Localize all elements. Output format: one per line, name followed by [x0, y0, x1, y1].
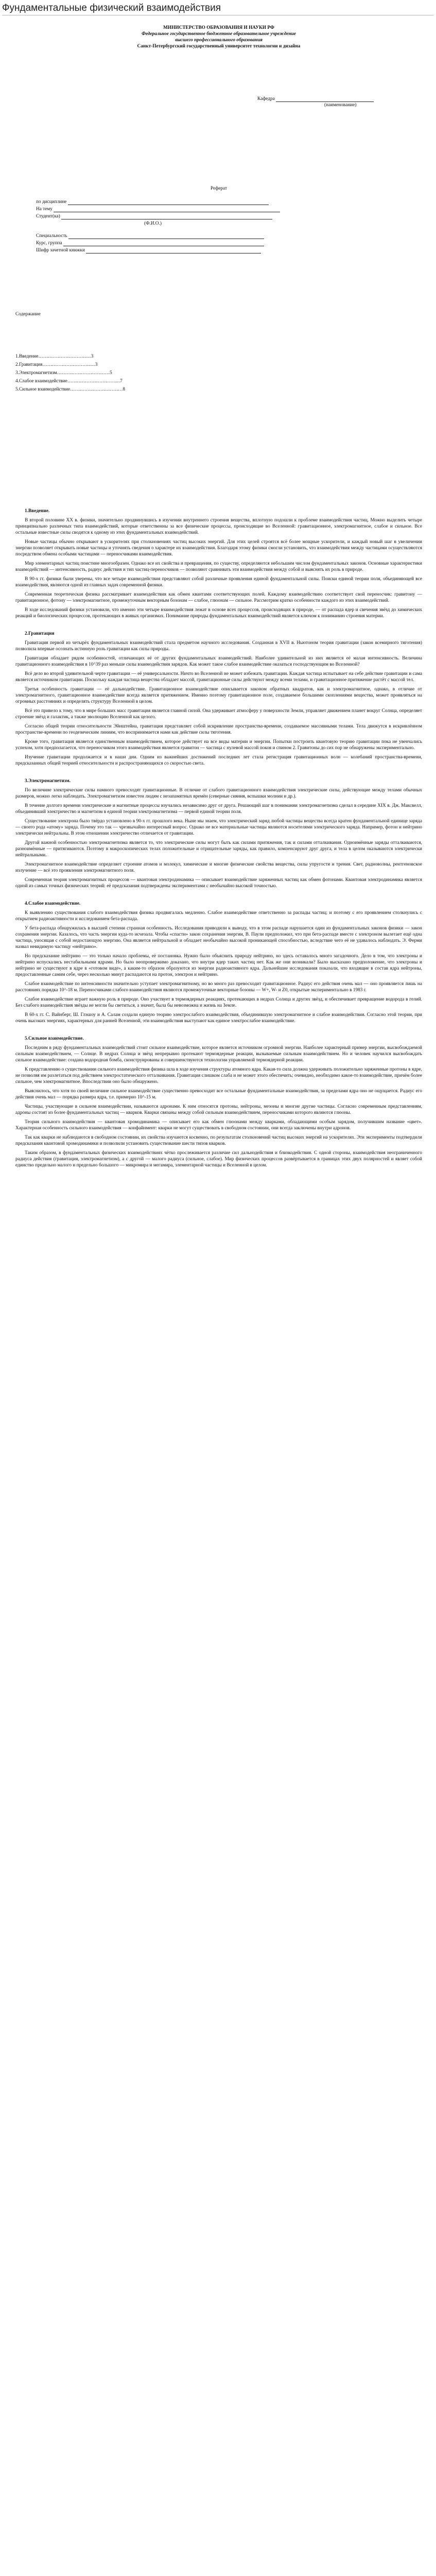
section-paragraph: Всё это привело к тому, что в мире больших масс гравитация является главной силой. Она удерживает атмосферу у поверхности Земли, управляет движением планет вокруг Солнца, определяет строение звёзд и галактик, а также эволюцию Вселенной как целого.	[15, 708, 422, 720]
student-name-caption: (Ф.И.О.)	[144, 221, 162, 226]
section-paragraph: Слабое взаимодействие по интенсивности значительно уступает электромагнитному, но во много раз превосходит гравитационное. Радиус его действия очень мал — оно проявляется лишь на расстояниях порядка 10^-18 м. Переносчиками слабого взаимодействия являются промежуточные векторные бозоны — W+, W- и Z0, открытые экспериментально в 1983 г.	[15, 981, 422, 993]
toc-item[interactable]	[15, 386, 422, 395]
toc-item-page: 7	[120, 379, 123, 384]
institution-line-1: Федеральное государственное бюджетное образовательное учреждение	[142, 31, 296, 37]
essay-section	[15, 778, 422, 889]
section-paragraph: В ходе исследований физики установили, что именно эти четыре взаимодействия лежат в основе всех процессов, происходящих в природе, — от распада ядер и свечения звёзд до химических реакций и биологических процессов, протекающих в живых организмах. Понимание природы фундаментальных взаимодействий является ключом к пониманию строения материи.	[15, 607, 422, 619]
section-paragraph: Последним в ряду фундаментальных взаимодействий стоит сильное взаимодействие, которое является источником огромной энергии. Наиболее характерный пример энергии, высвобождаемой сильным взаимодействием, — Солнце. В недрах Солнца и звёзд непрерывно протекают термоядерные реакции, вызываемые сильным взаимодействием. Но и человек научился высвобождать сильное взаимодействие: создана водородная бомба, сконструированы и совершенствуются технологии управляемой термоядерной реакции.	[15, 1045, 422, 1063]
ministry-line: МИНИСТЕРСТВО ОБРАЗОВАНИЯ И НАУКИ РФ	[163, 25, 274, 30]
toc-item-label: 2.Гравитация	[15, 362, 43, 367]
section-paragraph: К выявлению существования слабого взаимодействия физика продвигалась медленно. Слабое взаимодействие ответственно за распады частиц; и поэтому с его проявлением столкнулись с открытием радиоактивности и исследованием бета-распада.	[15, 910, 422, 922]
section-paragraph: Мир элементарных частиц поистине многообразен. Однако все их свойства и превращения, по существу, определяются небольшим числом фундаментальных законов. Основные характеристики взаимодействий — интенсивность, радиус действия и тип частиц-переносчиков — позволяют сравнивать эти взаимодействия между собой и выяснять их роль в природе.	[15, 561, 422, 572]
toc-item-label: 1.Введение	[15, 354, 39, 359]
section-heading: 5.Сильное взаимодействие.	[25, 1036, 84, 1041]
section-paragraph: Слабое взаимодействие играет важную роль в природе. Оно участвует в термоядерных реакциях, протекающих в недрах Солнца и других звёзд, и обеспечивает превращение водорода в гелий. Без слабого взаимодействия звёзды не могли бы светиться, а значит, была бы невозможна и жизнь на Земле.	[15, 997, 422, 1008]
section-heading: 4.Слабое взаимодействие.	[25, 901, 81, 906]
section-paragraph: Изучение гравитации продолжается и в наши дни. Одним из важнейших достижений последних лет стала регистрация гравитационных волн — колебаний пространства-времени, предсказанных общей теорией относительности и распространяющихся со скоростью света.	[15, 755, 422, 766]
department-caption: (наименование)	[324, 103, 357, 108]
section-paragraph: Но предсказание нейтрино — это только начало проблемы, её постановка. Нужно было объяснить природу нейтрино, но здесь оставалось много загадочного. Дело в том, что электроны и нейтрино испускались нестабильными ядрами. Но было неопровержимо доказано, что внутри ядер таких частиц нет. Как же они возникали? Было высказано предположение, что электроны и нейтрино не существуют в ядре в «готовом виде», а каким-то образом образуются из энергии радиоактивного ядра. Дальнейшие исследования показали, что входящие в состав ядра нейтроны, предоставленные самим себе, через несколько минут распадаются на протон, электрон и нейтрино.	[15, 954, 422, 977]
topic-blank	[54, 207, 280, 212]
course-blank	[63, 241, 264, 246]
section-heading: 3.Электромагнетизм.	[25, 778, 71, 784]
discipline-blank	[68, 199, 269, 205]
section-paragraph: Новые частицы обычно открывают в ускорителях при столкновениях частиц высоких энергий. Для этих целей строятся всё более мощные ускорители, и каждый новый шаг в увеличении энергии позволяет открывать новые частицы и уточнять сведения о характере их взаимодействия. Благодаря этому физики смогли установить, что взаимодействия между частицами осуществляются посредством обмена особыми частицами — переносчиками взаимодействия.	[15, 539, 422, 557]
section-heading: 1.Введение.	[25, 509, 50, 514]
toc-item[interactable]	[15, 370, 422, 378]
discipline-label: по дисциплине	[36, 199, 67, 205]
section-paragraph: Третья особенность гравитации — её дальнодействие. Гравитационное взаимодействие описывается законом обратных квадратов, как и электромагнитное, однако, в отличие от электромагнитного, гравитационное взаимодействие всегда является притяжением. Именно поэтому гравитационное поле, создаваемое большими скоплениями вещества, может проявляться на огромных расстояниях и определять структуру Вселенной в целом.	[15, 687, 422, 704]
essay-sections	[15, 508, 422, 1168]
toc-item-page: 3	[91, 354, 94, 359]
toc-item-label: 4.Слабое взаимодействие	[15, 379, 67, 384]
section-heading: 2.Гравитация	[25, 631, 55, 636]
department-blank	[276, 96, 374, 102]
toc-leader: ……………………………	[70, 387, 123, 392]
section-paragraph: Электромагнитное взаимодействие определяет строение атомов и молекул, химические и многие физические свойства вещества, силы упругости и трения. Свет, радиоволны, рентгеновское излучение — всё это проявления электромагнитного поля.	[15, 862, 422, 873]
essay-section	[15, 1036, 422, 1168]
section-paragraph: По величине электрические силы намного превосходят гравитационные. В отличие от слабого гравитационного взаимодействия электрические силы, действующие между телами обычных размеров, можно легко наблюдать. Электромагнетизм известен людям с незапамятных времён (северные сияния, вспышки молнии и др.).	[15, 788, 422, 799]
section-paragraph: Согласно общей теории относительности Эйнштейна, гравитация представляет собой искривление пространства-времени, создаваемое массивными телами. Тела движутся в искривлённом пространстве-времени по геодезическим линиям, что воспринимается нами как действие силы тяготения.	[15, 724, 422, 735]
toc-heading: Содержание	[15, 312, 41, 317]
course-label: Курс, группа	[36, 241, 62, 246]
specialty-label: Специальность	[36, 233, 67, 239]
gradebook-label: Шифр зачетной книжки	[36, 248, 85, 253]
section-paragraph: В второй половине XX в. физики, значительно продвинувшись в изучении внутреннего строения вещества, вплотную подошли к проблеме взаимодействия частиц. Можно выделить четыре принципиально различных типа взаимодействий, которые ответственны за все физические процессы, происходящие во Вселенной: гравитационное, электромагнитное, слабое и сильное. Все остальные известные силы сводятся к одному из этих фундаментальных взаимодействий.	[15, 518, 422, 535]
toc-item-label: 5.Сильное взаимодействие	[15, 387, 71, 392]
essay-label: Реферат	[210, 186, 228, 191]
section-paragraph: Всё дело во второй удивительной черте гравитации — её универсальности. Ничто во Вселенной не может избежать гравитации. Каждая частица испытывает на себе действие гравитации и сама является источником гравитации. Поскольку каждая частица вещества обладает массой, гравитационные силы действуют между всеми телами, и гравитационное притяжение растёт с массой тел.	[15, 671, 422, 683]
section-paragraph: Современная теория электромагнитных процессов — квантовая электродинамика — описывает взаимодействие заряженных частиц как обмен фотонами. Квантовая электродинамика является одной из самых точных физических теорий: её предсказания подтверждены экспериментами с необычайно высокой точностью.	[15, 877, 422, 889]
section-paragraph: К представлению о существовании сильного взаимодействия физика шла в ходе изучения структуры атомного ядра. Какая-то сила должна удерживать положительно заряженные протоны в ядре, не позволяя им разлетаться под действием электростатического отталкивания. Гравитация слишком слаба и не может этого обеспечить; очевидно, необходимо какое-то взаимодействие, причём более сильное, чем электромагнитное. Впоследствии оно было обнаружено.	[15, 1067, 422, 1084]
essay-section	[15, 508, 422, 619]
toc-item-page: 5	[110, 370, 112, 376]
toc-list	[15, 353, 422, 395]
toc-leader: ……………………………	[38, 354, 91, 359]
section-paragraph: Таким образом, в фундаментальных физических взаимодействиях чётко прослеживается различие сил дальнодействия и близкодействия. С одной стороны, взаимодействия неограниченного радиуса действия (гравитация, электромагнетизм), а с другой — малого радиуса (сильное, слабое). Мир физических процессов развёртывается в границах этих двух полярностей и являет собой единство предельно малого и предельно большого — микромира и мегамира, элементарной частицы и Вселенной в целом.	[15, 1150, 422, 1168]
section-paragraph: Теория сильного взаимодействия — квантовая хромодинамика — описывает его как обмен глюонами между кварками, обладающими особым зарядом, получившим название «цвет». Характерная особенность сильного взаимодействия — конфайнмент: кварки не могут существовать в свободном состоянии, они всегда заключены внутри адронов.	[15, 1120, 422, 1131]
title-page	[15, 25, 422, 255]
section-paragraph: Выяснилось, что хотя по своей величине сильное взаимодействие существенно превосходит все остальные фундаментальные взаимодействия, за пределами ядра оно не ощущается. Радиус его действия очень мал — порядка размера ядра, т.е. примерно 10^-15 м.	[15, 1089, 422, 1100]
toc-item[interactable]	[15, 362, 422, 370]
table-of-contents	[15, 311, 422, 395]
document-body	[15, 25, 422, 1180]
section-paragraph: Гравитация обладает рядом особенностей, отличающих её от других фундаментальных взаимодействий. Наиболее удивительной из них является её малая интенсивность. Величина гравитационного взаимодействия в 10^39 раз меньше силы взаимодействия зарядов. Как может такое слабое взаимодействие оказаться господствующим во Вселенной?	[15, 656, 422, 667]
section-paragraph: Гравитация первой из четырёх фундаментальных взаимодействий стала предметом научного исследования. Созданная в XVII в. Ньютоном теория гравитации (закон всемирного тяготения) позволила впервые осознать истинную роль гравитации как силы природы.	[15, 640, 422, 652]
toc-leader: ……………………………	[42, 362, 95, 367]
section-paragraph: У бета-распада обнаружилась в высшей степени странная особенность. Исследования приводили к выводу, что в этом распаде нарушается один из фундаментальных законов физики — закон сохранения энергии. Казалось, что часть энергии куда-то исчезала. Чтобы «спасти» закон сохранения энергии, В. Паули предположил, что при бета-распаде вместе с электроном вылетает ещё одна частица, уносящая с собой недостающую энергию. Она является нейтральной и обладает необычайно высокой проникающей способностью, вследствие чего её не удавалось наблюдать. Э. Ферми назвал невидимую частицу «нейтрино».	[15, 926, 422, 950]
institution-line-2: высшего профессионального образования	[175, 38, 263, 43]
student-label: Студент(ка)	[36, 214, 60, 219]
section-paragraph: Современная теоретическая физика рассматривает взаимодействия как обмен квантами соответствующих полей. Каждому взаимодействию соответствует свой переносчик: гравитону — гравитационное, фотону — электромагнитное, промежуточным векторным бозонам — слабое, глюонам — сильное. Рассмотрим кратко особенности каждого из этих взаимодействий.	[15, 592, 422, 603]
essay-section	[15, 631, 422, 767]
section-paragraph: В 60-х гг. С. Вайнберг, Ш. Глэшоу и А. Салам создали единую теорию электрослабого взаимодействия, объединившую электромагнитное и слабое взаимодействия. Согласно этой теории, при очень высоких энергиях, характерных для ранней Вселенной, эти взаимодействия выступают как единое электрослабое взаимодействие.	[15, 1012, 422, 1024]
section-paragraph: Кроме того, гравитация является единственным взаимодействием, которое действует на все виды материи и энергии. Попытки построить квантовую теорию гравитации пока не увенчались успехом, хотя предполагается, что переносчиком этого взаимодействия является гравитон — частица с нулевой массой покоя и спином 2. Гравитоны до сих пор не обнаружены экспериментально.	[15, 739, 422, 751]
university-line: Санкт-Петербургский государственный университет технологии и дизайна	[137, 44, 301, 49]
section-paragraph: Другой важной особенностью электромагнетизма является то, что электрические силы могут быть как силами притяжения, так и силами отталкивания. Одноимённые заряды отталкиваются, разноимённые — притягиваются. Поэтому в макроскопических телах положительные и отрицательные заряды, как правило, компенсируют друг друга, и тела в целом оказываются электрически нейтральными.	[15, 840, 422, 858]
section-paragraph: Существование электрона было твёрдо установлено в 90-х гг. прошлого века. Ныне мы знаем, что электрический заряд любой частицы вещества всегда кратен фундаментальной единице заряда — своего рода «атому» заряда. Почему это так — чрезвычайно интересный вопрос. Однако не все материальные частицы являются носителями электрического заряда. Например, фотон и нейтрино электрически нейтральны. В этом отношении электричество отличается от гравитации.	[15, 819, 422, 836]
toc-item[interactable]	[15, 378, 422, 386]
toc-item-label: 3.Электромагнетизм	[15, 370, 57, 376]
topic-label: На тему	[36, 207, 53, 212]
section-paragraph: Частицы, участвующие в сильном взаимодействии, называются адронами. К ним относятся протоны, нейтроны, мезоны и многие другие частицы. Согласно современным представлениям, адроны состоят из более фундаментальных частиц — кварков. Кварки связаны между собой сильным взаимодействием, переносчиками которого являются глюоны.	[15, 1104, 422, 1115]
toc-leader: ……………………………	[57, 370, 110, 376]
essay-section	[15, 901, 422, 1024]
toc-item-page: 3	[95, 362, 98, 367]
toc-item[interactable]	[15, 353, 422, 362]
toc-item-page: 8	[123, 387, 126, 392]
gradebook-blank	[86, 248, 261, 253]
section-paragraph: В 90-х гг. физики были уверены, что все четыре взаимодействия представляют собой различные проявления единой фундаментальной силы. Поиски единой теории поля, объединяющей все взаимодействия, являются одной из главных задач современной физики.	[15, 577, 422, 588]
student-blank	[61, 214, 272, 219]
department-label: Кафедра	[257, 96, 275, 101]
toc-leader: ……………………………	[67, 379, 120, 384]
section-paragraph: В течение долгого времени электрические и магнитные процессы изучались независимо друг от друга. Решающий шаг в понимании электромагнетизма сделал в середине XIX в. Дж. Максвелл, объединивший электричество и магнетизм в единой теории электромагнетизма — первой единой теории поля.	[15, 803, 422, 815]
specialty-blank	[68, 233, 264, 239]
section-paragraph: Так как кварки не наблюдаются в свободном состоянии, их свойства изучаются косвенно, по результатам столкновений частиц высоких энергий на ускорителях. Эти эксперименты подтвердили предсказания квантовой хромодинамики и позволили установить существование шести типов кварков.	[15, 1135, 422, 1146]
page-title: Фундаментальные физический взаимодействия	[2, 3, 221, 13]
